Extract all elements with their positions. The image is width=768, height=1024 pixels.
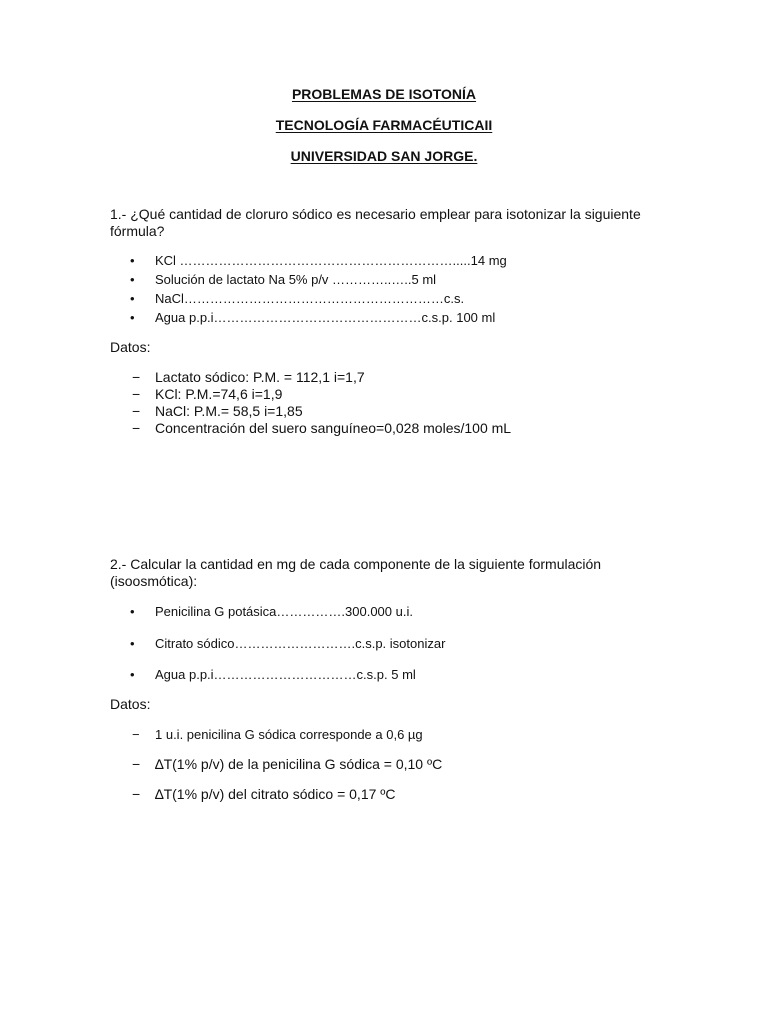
bullet-icon: •: [130, 253, 135, 268]
dash-icon: −: [132, 727, 140, 742]
list-item: [110, 756, 670, 773]
problem1-question-line1: 1.- ¿Qué cantidad de cloruro sódico es necesario emplear para isotonizar la siguiente: [110, 206, 641, 222]
problem2-item-row: [110, 665, 670, 684]
data-item: Concentración del suero sanguíneo=0,028 moles/100 mL: [155, 420, 512, 436]
problem2-data-row: [110, 786, 670, 803]
list-item: [110, 665, 670, 684]
document-title: PROBLEMAS DE ISOTONÍA: [291, 86, 477, 102]
bullet-icon: •: [130, 310, 135, 325]
problem1-formula-list: [110, 251, 670, 327]
list-item: [110, 251, 670, 270]
problem1-data-list: [110, 369, 670, 437]
bullet-icon: •: [130, 291, 135, 306]
dash-icon: −: [132, 756, 141, 772]
data-item: KCl: P.M.=74,6 i=1,9: [155, 386, 283, 402]
data-item: ∆T(1% p/v) de la penicilina G sódica = 0,10 ºC: [155, 756, 443, 772]
data-item: ∆T(1% p/v) del citrato sódico = 0,17 ºC: [155, 786, 396, 802]
problem2-item-row: [110, 602, 670, 621]
data-item: NaCl: P.M.= 58,5 i=1,85: [155, 403, 303, 419]
dash-icon: −: [132, 403, 141, 419]
formula-item: Penicilina G potásica…………….300.000 u.i.: [155, 604, 413, 619]
list-item: [110, 420, 670, 437]
formula-item: Agua p.p.i…………………………………………c.s.p. 100 ml: [155, 310, 496, 325]
formula-item: KCl ……………………………………………………….....14 mg: [155, 253, 507, 268]
bullet-icon: •: [130, 667, 135, 682]
problem1-question: [110, 206, 670, 240]
list-item: [110, 270, 670, 289]
problem1-data-label: Datos:: [110, 339, 151, 355]
problem2-data-label: Datos:: [110, 696, 151, 712]
dash-icon: −: [132, 786, 141, 802]
list-item: [110, 369, 670, 386]
dash-icon: −: [132, 420, 141, 436]
bullet-icon: •: [130, 604, 135, 619]
bullet-icon: •: [130, 272, 135, 287]
data-item: 1 u.i. penicilina G sódica corresponde a 0,6 µg: [155, 727, 423, 742]
list-item: [110, 602, 670, 621]
dash-icon: −: [132, 386, 141, 402]
problem1-question-line2: fórmula?: [110, 223, 165, 239]
formula-item: NaCl……………………………………………………c.s.: [155, 291, 465, 306]
formula-item: Solución de lactato Na 5% p/v …………..…..5 ml: [155, 272, 437, 287]
list-item: [110, 403, 670, 420]
list-item: [110, 786, 670, 803]
problem2-question-line1: 2.- Calcular la cantidad en mg de cada componente de la siguiente formulación: [110, 556, 602, 572]
list-item: [110, 386, 670, 403]
list-item: [110, 634, 670, 653]
bullet-icon: •: [130, 636, 135, 651]
problem2-question-line2: (isoosmótica):: [110, 573, 198, 589]
problem2-item-row: [110, 634, 670, 653]
data-item: Lactato sódico: P.M. = 112,1 i=1,7: [155, 369, 365, 385]
university-title: UNIVERSIDAD SAN JORGE.: [290, 148, 478, 164]
list-item: [110, 308, 670, 327]
dash-icon: −: [132, 369, 141, 385]
course-title: TECNOLOGÍA FARMACÉUTICAII: [275, 117, 493, 133]
formula-item: Citrato sódico……………………….c.s.p. isotonizar: [155, 636, 446, 651]
problem2-data-row: [110, 756, 670, 773]
problem2-data-row: [110, 725, 670, 744]
list-item: [110, 725, 670, 744]
formula-item: Agua p.p.i……………………………c.s.p. 5 ml: [155, 667, 416, 682]
problem2-question: [110, 556, 670, 590]
list-item: [110, 289, 670, 308]
